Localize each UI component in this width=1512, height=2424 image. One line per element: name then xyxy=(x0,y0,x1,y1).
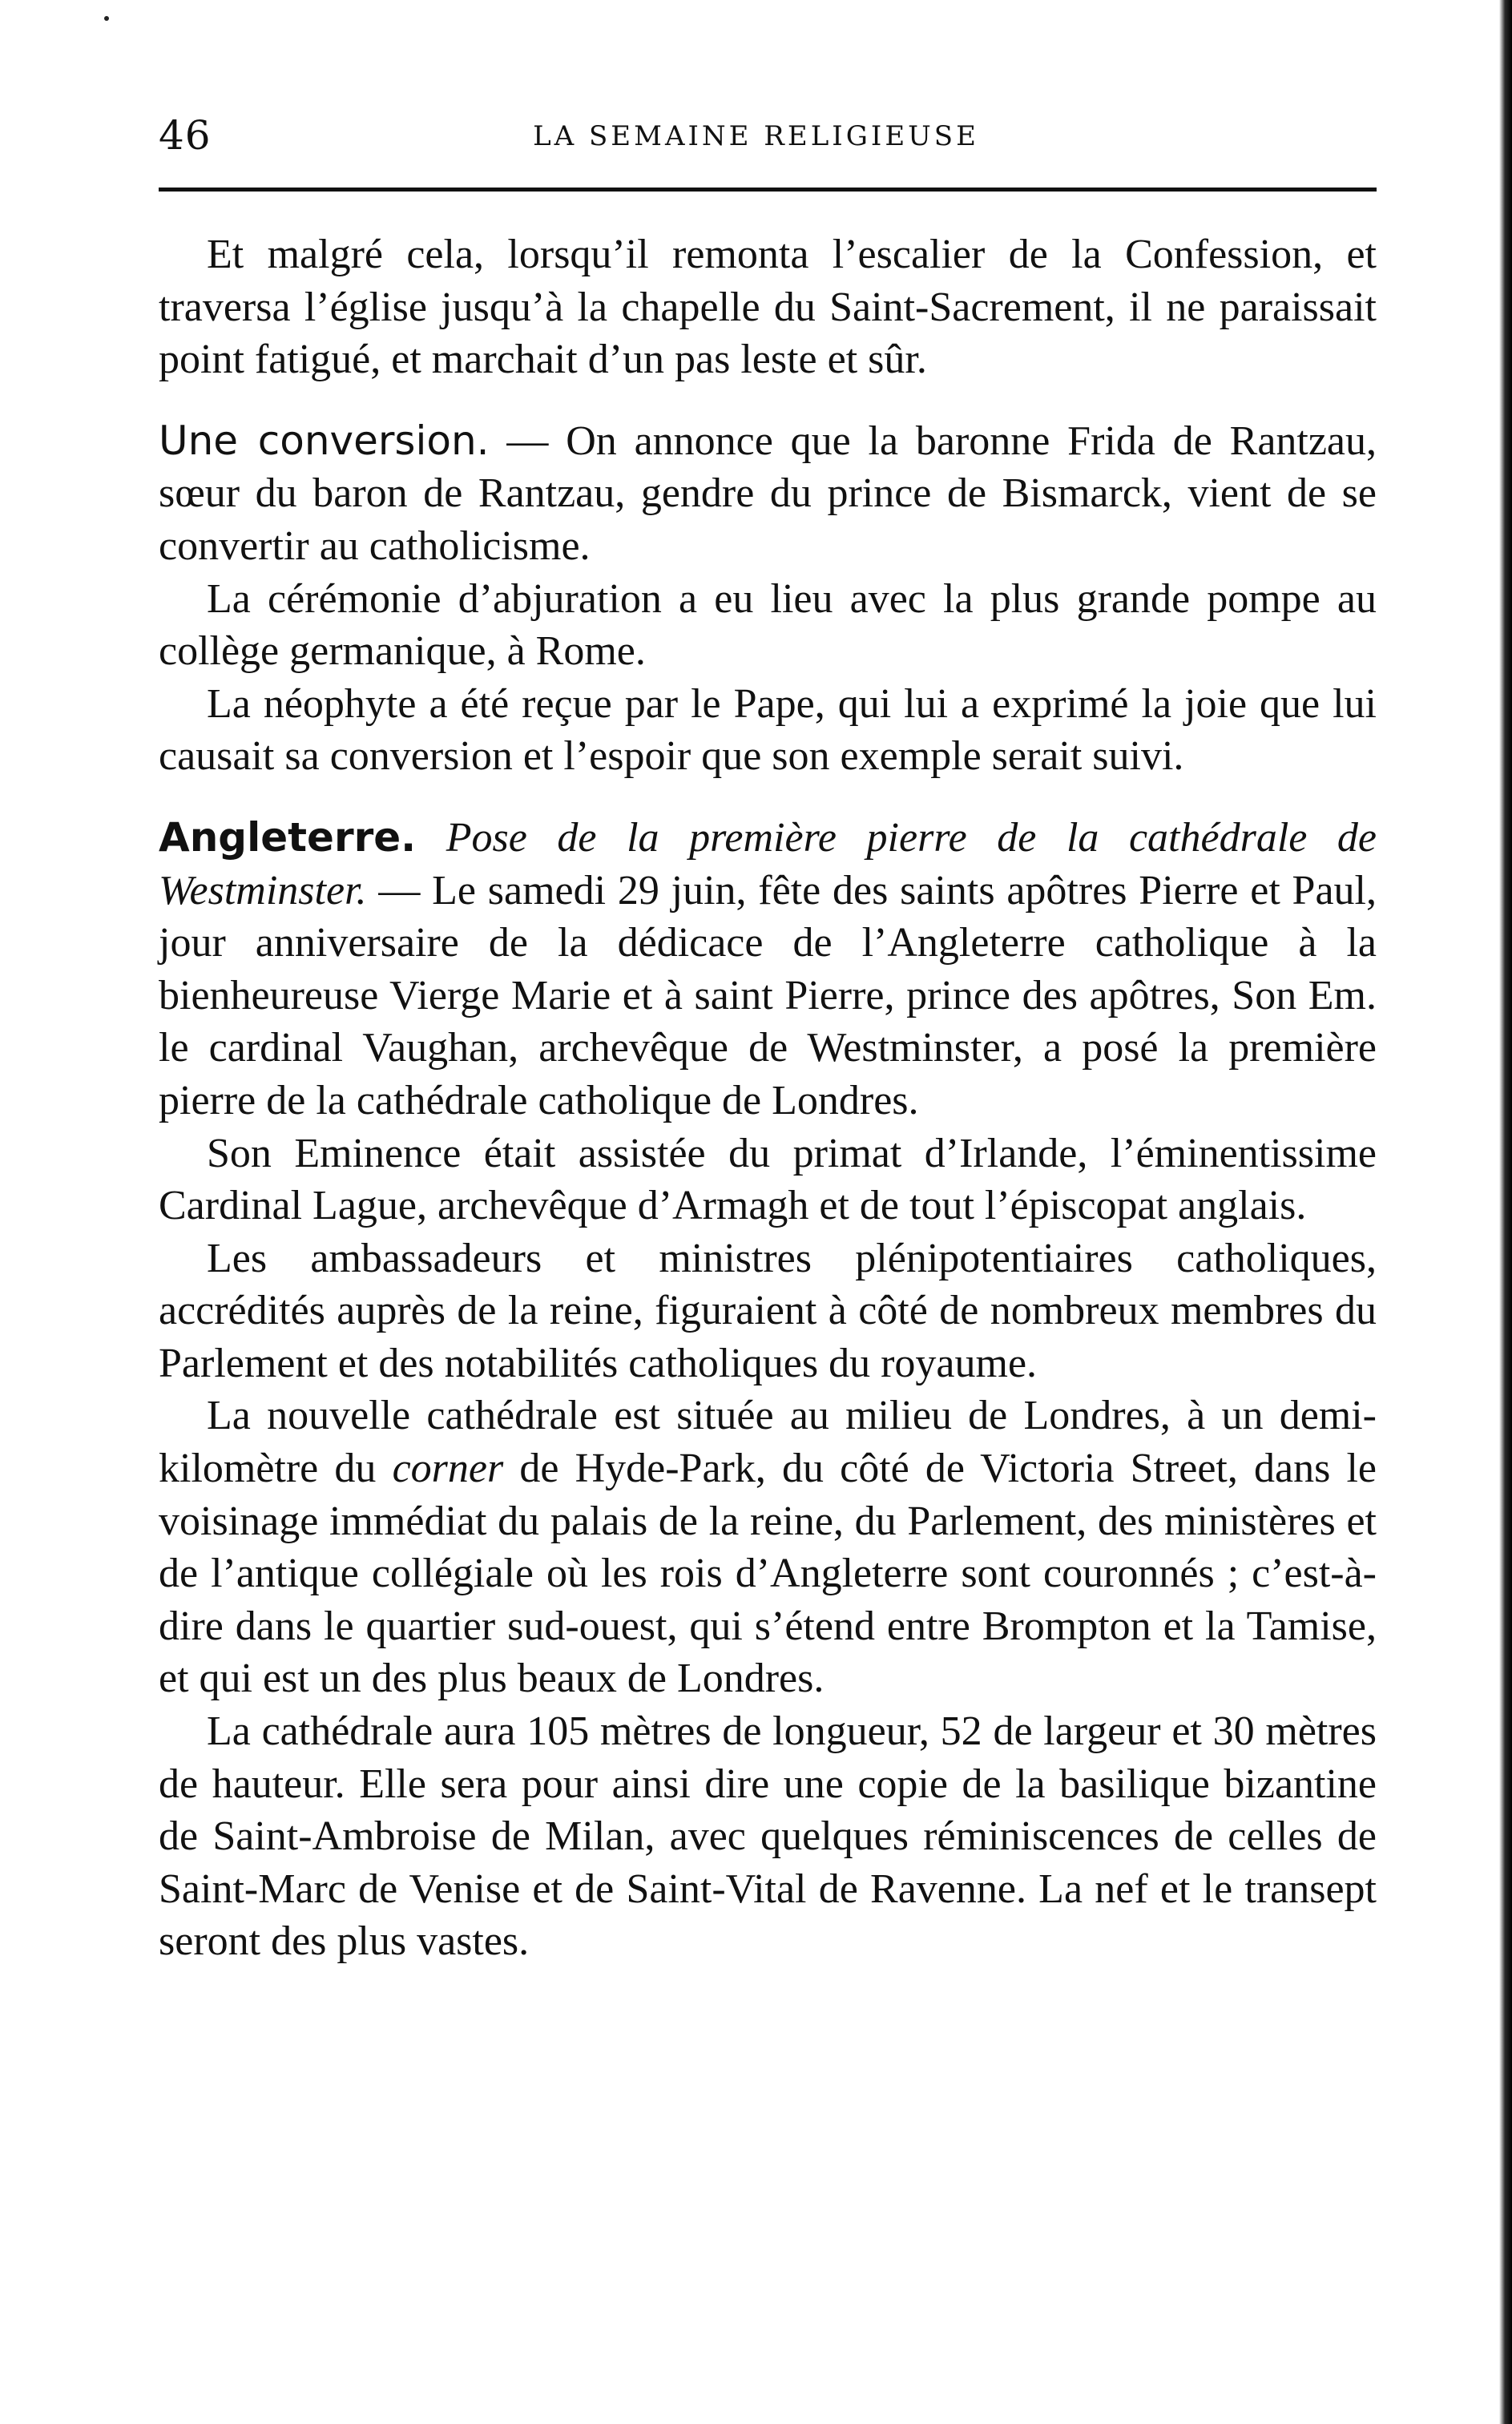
ink-speck xyxy=(104,16,109,21)
paragraph: Et malgré cela, lorsqu’il remonta l’escalier de la Confession, et traversa l’église jusqu’à la chapelle du Saint-Sacrement, il ne paraissait point fatigué, et marchait d’un pas leste et sûr. xyxy=(159,232,1377,383)
section-conversion xyxy=(159,415,1377,573)
paragraph: Son Eminence était assistée du primat d’Irlande, l’éminentissime Cardinal Lague, archevêque d’Armagh et de tout l’épiscopat anglais. xyxy=(159,1130,1377,1229)
paragraph-text: Le samedi 29 juin, fête des saints apôtres Pierre et Paul, jour anniversaire de la dédicace de l’Angleterre catholique à la bienheureuse Vierge Marie et à saint Pierre, prince des apôtres, Son Em. le cardinal Vaughan, archevêque de Westminster, a posé la première pierre de la cathédrale catholique de Londres. xyxy=(159,867,1377,1123)
paragraph-text: La nouvelle cathédrale est située au milieu de Londres, à un demi-kilomètre du xyxy=(159,1393,1377,1492)
section-title: Une conversion. xyxy=(159,417,490,464)
section-subtitle: Pose de la première pierre de la cathédrale de Westminster. xyxy=(159,814,1377,914)
section-title: Angleterre. xyxy=(159,813,417,861)
paragraph: Les ambassadeurs et ministres plénipotentiaires catholiques, accrédités auprès de la reine, figuraient à côté de nombreux membres du Parlement et des notabilités catholiques du royaume. xyxy=(159,1235,1377,1386)
paragraph-text: de Hyde-Park, du côté de Victoria Street, dans le voisinage immédiat du palais de la reine, du Parlement, des ministères et de l’antique collégiale où les rois d’Angleterre sont couronnés ; c’est-à-dire dans le quartier sud-ouest, qui s’étend entre Brompton et la Tamise, et qui est un des plus beaux de Londres. xyxy=(159,1446,1377,1702)
italic-word: corner xyxy=(392,1446,504,1492)
section-angleterre xyxy=(159,812,1377,1127)
paragraph-text: On annonce que la baronne Frida de Rantzau, sœur du baron de Rantzau, gendre du prince de Bismarck, vient de se convertir au catholicisme. xyxy=(159,417,1377,569)
page-edge-shadow xyxy=(1499,0,1512,2424)
em-dash: — xyxy=(366,867,433,914)
running-title: LA SEMAINE RELIGIEUSE xyxy=(533,120,979,152)
paragraph xyxy=(159,1389,1377,1705)
article-body xyxy=(159,228,1377,1968)
page-number: 46 xyxy=(159,112,212,159)
header-rule xyxy=(159,188,1377,192)
paragraph: La cérémonie d’abjuration a eu lieu avec la plus grande pompe au collège germanique, à Rome. xyxy=(159,575,1377,675)
paragraph: La cathédrale aura 105 mètres de longueur, 52 de largeur et 30 mètres de hauteur. Elle sera pour ainsi dire une copie de la basilique bizantine de Saint-Ambroise de Milan, avec quelques réminiscences de celles de Saint-Marc de Venise et de Saint-Vital de Ravenne. La nef et le transept seront des plus vastes. xyxy=(159,1708,1377,1965)
em-dash: — xyxy=(489,417,566,464)
paragraph: La néophyte a été reçue par le Pape, qui lui a exprimé la joie que lui causait sa conversion et l’espoir que son exemple serait suivi. xyxy=(159,680,1377,780)
